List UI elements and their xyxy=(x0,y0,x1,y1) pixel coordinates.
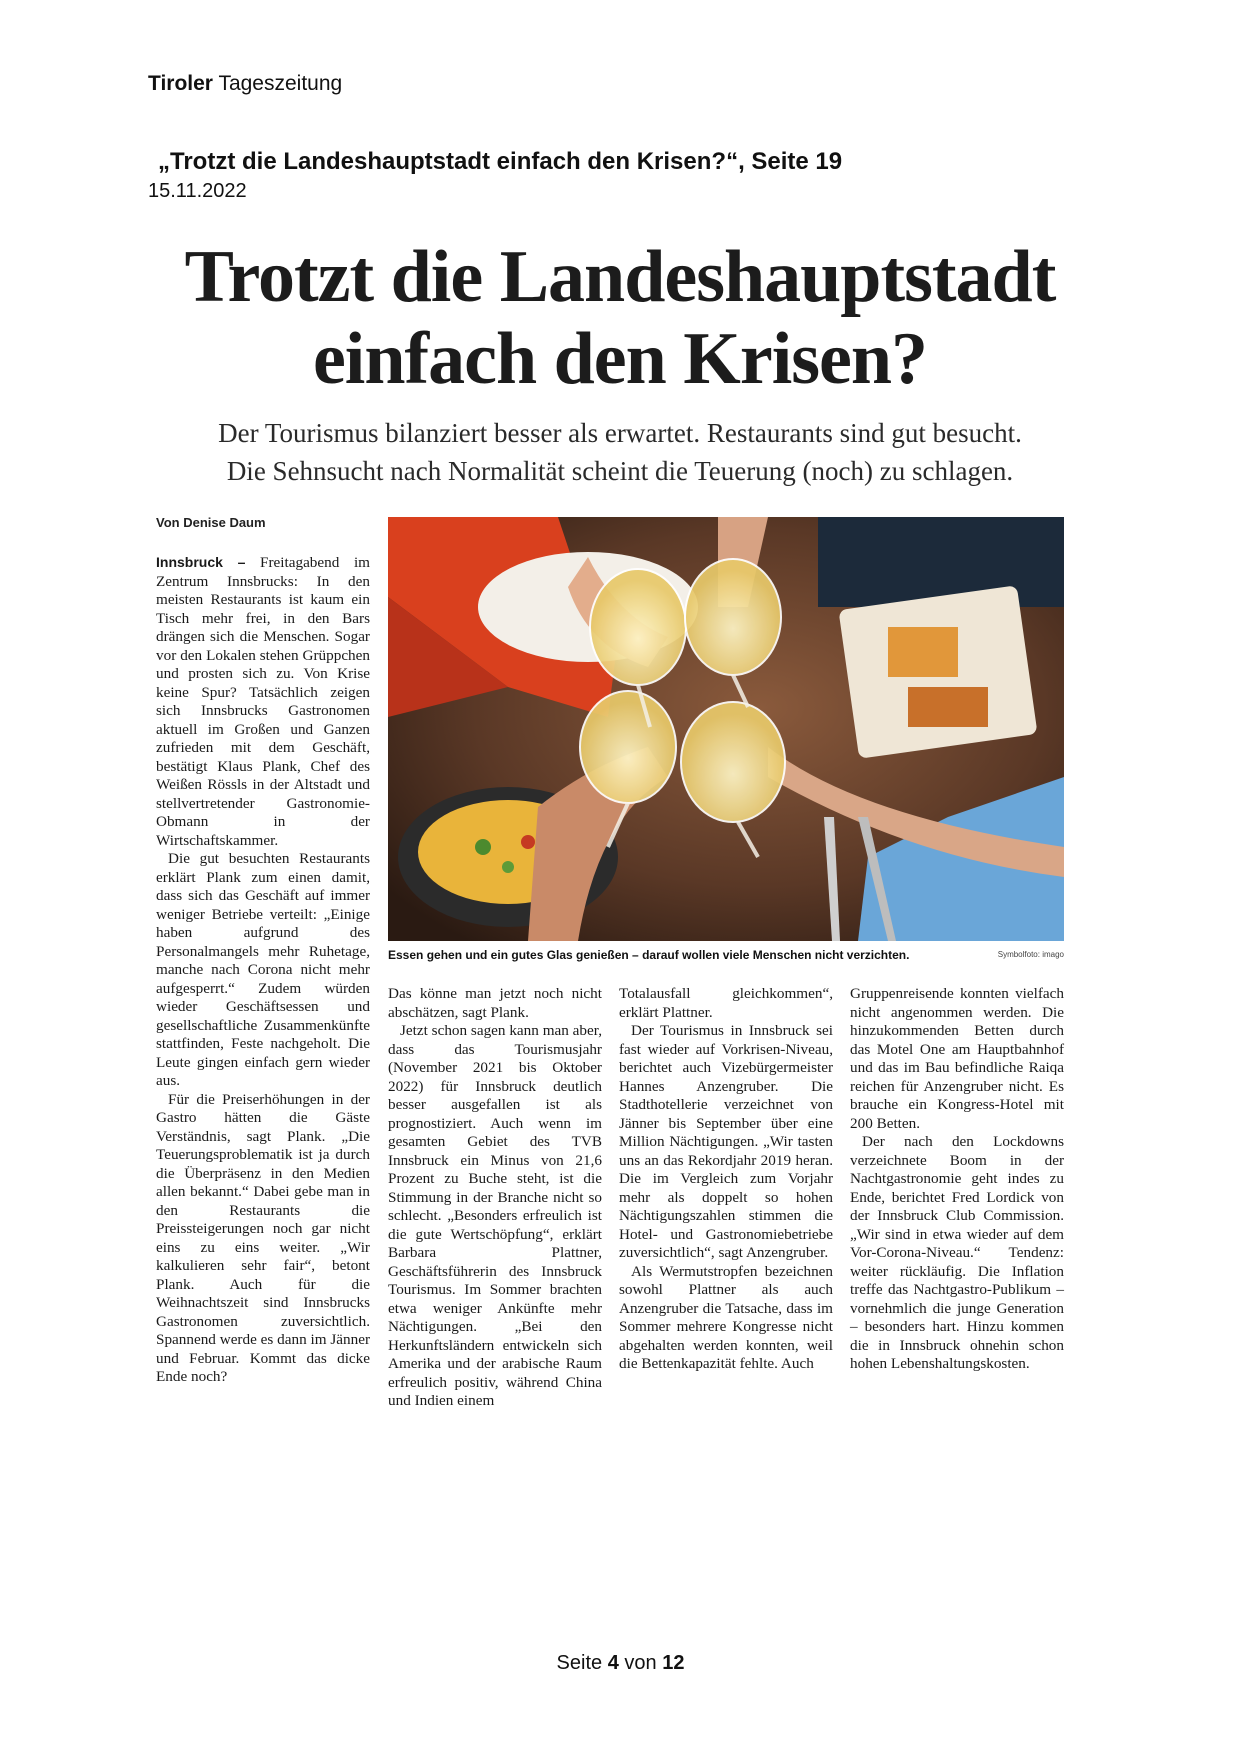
paragraph-text: Freitagabend im Zentrum Innsbrucks: In den meisten Restaurants ist kaum ein Tisch mehr frei, in den Bars drängen sich die Menschen. Sogar vor den Lokalen stehen Grüppchen und prosten sich zu. Von Krise keine Spur? Tatsächlich zeigen sich Innsbrucks Gastronomen aktuell im Großen und Ganzen zufrieden mit dem Geschäft, bestätigt Klaus Plank, Chef des Weißen Rössls in der Altstadt und stellvertretender Gastronomie-Obmann in der Wirtschaftskammer. xyxy=(156,554,370,849)
paragraph: Für die Preiserhöhungen in der Gastro hätten die Gäste Verständnis, sagt Plank. „Die Teuerungsproblematik ist ja durch die Überpräsenz in den Medien allen bekannt.“ Dabei gebe man in den Restaurants die Preissteigerungen noch gar nicht eins zu eins weiter. „Wir kalkulieren sehr fair“, betont Plank. Auch für die Weihnachtszeit sind Innsbrucks Gastronomen zuversichtlich. Spannend werde es dann im Jänner und Februar. Kommt das dicke Ende noch? xyxy=(156,1090,370,1385)
reference-title: „Trotzt die Landeshauptstadt einfach den Krisen?“, Seite 19 xyxy=(158,148,843,175)
article-column-1 xyxy=(156,553,370,1433)
photo-caption xyxy=(388,948,1064,962)
subline-line-1: Der Tourismus bilanziert besser als erwartet. Restaurants sind gut besucht. xyxy=(218,418,1022,448)
paragraph: Die gut besuchten Restaurants erklärt Plank zum einen damit, dass sich das Geschäft auf immer weniger Betriebe verteilt: „Einige haben aufgrund des Personalmangels mehr Ruhetage, manche nach Corona nicht mehr aufgesperrt.“ Zudem würden wieder Geschäftsessen und gesellschaftliche Zusammenkünfte stattfinden, Feste nachgeholt. Die Leute gingen einfach gern wieder aus. xyxy=(156,850,370,1089)
article-column-2 xyxy=(388,985,602,1435)
publication-name xyxy=(148,72,342,96)
headline-line-2: einfach den Krisen? xyxy=(312,318,928,400)
paragraph: Der nach den Lockdowns verzeichnete Boom in der Nachtgastronomie geht indes zu Ende, berichtet Fred Lordick von der Innsbruck Club Commission. „Wir sind in etwa wieder auf dem Vor-Corona-Niveau.“ Tendenz: weiter rückläufig. Die Inflation treffe das Nachtgastro-Publikum – vornehmlich die junge Generation – besonders hart. Hinzu kommen die in Innsbruck ohnehin schon hohen Lebenshaltungskosten. xyxy=(850,1133,1064,1372)
footer-prefix: Seite xyxy=(556,1652,603,1674)
paragraph: Als Wermutstropfen bezeichnen sowohl Plattner als auch Anzengruber die Tatsache, dass im Sommer mehrere Kongresse nicht abgehalten werden konnten, weil die Bettenkapazität fehlte. Auch xyxy=(619,1262,833,1372)
publication-name-bold: Tiroler xyxy=(148,72,213,95)
paragraph: Totalausfall gleichkommen“, erklärt Plattner. xyxy=(619,985,833,1021)
caption-text: Essen gehen und ein gutes Glas genießen – darauf wollen viele Menschen nicht verzichten. xyxy=(388,948,910,962)
paragraph: Gruppenreisende konnten vielfach nicht angenommen werden. Die hinzukommenden Betten durch das Motel One am Hauptbahnhof und das im Bau befindliche Raiqa reichen für Anzengruber nicht. Es brauche ein Kongress-Hotel mit 200 Betten. xyxy=(850,985,1064,1132)
paragraph: Der Tourismus in Innsbruck sei fast wieder auf Vorkrisen-Niveau, berichtet auch Vizebürgermeister Hannes Anzengruber. Die Stadthotellerie verzeichnet von Jänner bis September über eine Million Nächtigungen. „Wir tasten uns an das Rekordjahr 2019 heran. Die im Vergleich zum Vorjahr mehr als doppelt so hohen Nächtigungszahlen stimmen die Hotel- und Gastronomiebetriebe zuversichtlich“, sagt Anzengruber. xyxy=(619,1022,833,1261)
article-photo xyxy=(388,517,1064,941)
paragraph: Das könne man jetzt noch nicht abschätzen, sagt Plank. xyxy=(388,985,602,1021)
footer-middle: von xyxy=(624,1652,657,1674)
subline-line-2: Die Sehnsucht nach Normalität scheint die Teuerung (noch) zu schlagen. xyxy=(226,456,1014,486)
toast-photo-illustration xyxy=(388,517,1064,941)
photo-credit: Symbolfoto: imago xyxy=(997,950,1064,959)
article-headline xyxy=(140,236,1100,400)
publication-name-rest: Tageszeitung xyxy=(218,72,343,95)
page-footer xyxy=(0,1652,1241,1675)
footer-page-number: 4 xyxy=(607,1652,619,1674)
article-subline xyxy=(150,414,1090,490)
dateline-location: Innsbruck – xyxy=(156,554,246,570)
paragraph: Jetzt schon sagen kann man aber, dass das Tourismusjahr (November 2021 bis Oktober 2022) für Innsbruck deutlich besser ausgefallen ist als prognostiziert. Auch wenn im gesamten Gebiet des TVB Innsbruck ein Minus von 21,6 Prozent zu Buche steht, ist die Stimmung in der Branche nicht so schlecht. „Besonders erfreulich ist die gute Wertschöpfung“, erklärt Barbara Plattner, Geschäftsführerin des Innsbruck Tourismus. Im Sommer brachten etwa weniger Ankünfte mehr Nächtigungen. „Bei den Herkunftsländern entwickeln sich Amerika und der arabische Raum erfreulich positiv, während China und Indien einem xyxy=(388,1022,602,1409)
footer-page-total: 12 xyxy=(662,1652,685,1674)
article-column-4 xyxy=(850,985,1064,1435)
headline-line-1: Trotzt die Landeshauptstadt xyxy=(184,236,1056,318)
article-column-3 xyxy=(619,985,833,1435)
reference-date: 15.11.2022 xyxy=(148,180,247,202)
paragraph xyxy=(156,553,370,850)
byline: Von Denise Daum xyxy=(156,515,266,530)
